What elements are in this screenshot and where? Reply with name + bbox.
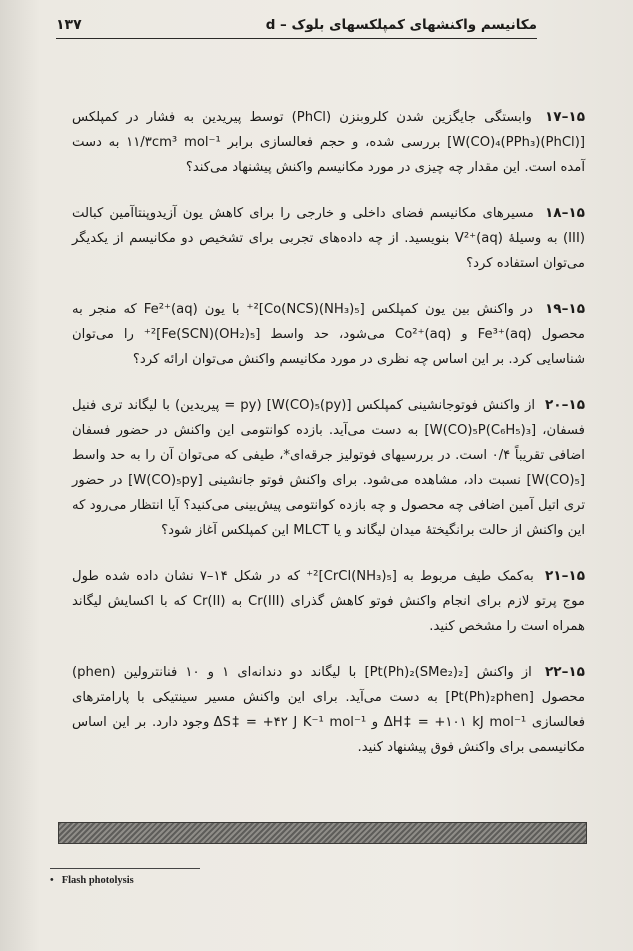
problem-text: از واکنش فوتوجانشینی کمپلکس [W(CO)₅(py)] (py = پیریدین) با لیگاند تری فنیل فسفان، [W(CO)₅P(C₆H₅)₃] به دست می‌آید. بازده کوانتومی این واکنش در حضور فسفان اضافی تقریباً ۰/۴ است. در بررسیهای فوتولیز جرقه‌ای*، طیفی که می‌توان آن را به حد واسط [W(CO)₅] نسبت داد، مشاهده می‌شود. برای واکنش فوتو جانشینی [W(CO)₅py] در حضور تری اتیل آمین اضافی چه محصول و چه بازده کوانتومی پیش‌بینی می‌کنید؟ آیا انتظار می‌رود که این واکنش از حالت برانگیختهٔ میدان لیگاند و یا MLCT این کمپلکس آغاز شود؟ xyxy=(72,398,585,539)
problem-number: ۱۵–۲۱ xyxy=(545,568,586,585)
footnote-bullet-icon: • xyxy=(50,875,54,886)
problem-15-22 xyxy=(72,660,585,760)
problem-number: ۱۵–۲۲ xyxy=(544,664,585,681)
footnote xyxy=(50,875,134,886)
problem-15-19 xyxy=(72,297,585,372)
problem-text: در واکنش بین یون کمپلکس [Co(NCS)(NH₃)₅]²⁺ با یون Fe²⁺(aq) که منجر به محصول Fe³⁺(aq) و Co²⁺(aq) می‌شود، حد واسط [Fe(SCN)(OH₂)₅]²⁺ را می‌توان شناسایی کرد. بر این اساس چه نظری در مورد مکانیسم واکنش می‌توان ارائه کرد؟ xyxy=(72,302,585,368)
problem-number: ۱۵–۱۷ xyxy=(544,109,585,126)
section-end-band xyxy=(58,822,587,844)
problem-15-18 xyxy=(72,201,585,276)
problem-15-21 xyxy=(72,564,585,639)
problem-text: وابستگی جایگزین شدن کلروبنزن (PhCl) توسط پیریدین به فشار در کمپلکس [W(CO)₄(PPh₃)(PhCl)] بررسی شده، و حجم فعالسازی برابر ۱۱/۳cm³ mol⁻¹ به دست آمده است. این مقدار چه چیزی در مورد مکانیسم واکنش پیشنهاد می‌کند؟ xyxy=(72,110,586,176)
problem-list xyxy=(72,92,585,781)
problem-text: مسیرهای مکانیسم فضای داخلی و خارجی را برای کاهش یون آزیدوپنتاآمین کبالت (III) به وسیلهٔ V²⁺(aq) بنویسید. از چه داده‌های تجربی برای تشخیص دو مکانیسم از یکدیگر می‌توان استفاده کرد؟ xyxy=(72,206,585,272)
footnote-rule xyxy=(50,868,200,869)
running-header xyxy=(56,12,537,39)
problem-15-17 xyxy=(72,105,585,180)
footnote-text: Flash photolysis xyxy=(61,875,134,886)
problem-15-20 xyxy=(72,393,585,543)
problem-number: ۱۵–۱۸ xyxy=(544,205,585,222)
problem-text: از واکنش [Pt(Ph)₂(SMe₂)₂] با لیگاند دو دندانه‌ای ۱ و ۱۰ فنانترولین (phen) محصول [Pt(Ph)₂phen] به دست می‌آید. برای این واکنش مسیر سینتیکی با پارامترهای فعالسازی ΔH‡ = +۱۰۱ kJ mol⁻¹ و ΔS‡ = +۴۲ J K⁻¹ mol⁻¹ وجود دارد. بر این اساس مکانیسمی برای واکنش فوق پیشنهاد کنید. xyxy=(72,665,586,756)
problem-text: به‌کمک طیف مربوط به [CrCl(NH₃)₅]²⁺ که در شکل ۱۴–۷ نشان داده شده طول موج پرتو لازم برای انجام واکنش فوتو کاهش گذرای Cr(III) به Cr(II) که با اکسایش لیگاند همراه است را مشخص کنید. xyxy=(72,569,585,635)
chapter-title: مکانیسم واکنشهای کمپلکسهای بلوک – d xyxy=(265,17,537,33)
problem-number: ۱۵–۱۹ xyxy=(545,301,586,318)
page-number: ۱۳۷ xyxy=(56,17,82,33)
problem-number: ۱۵–۲۰ xyxy=(544,397,585,414)
